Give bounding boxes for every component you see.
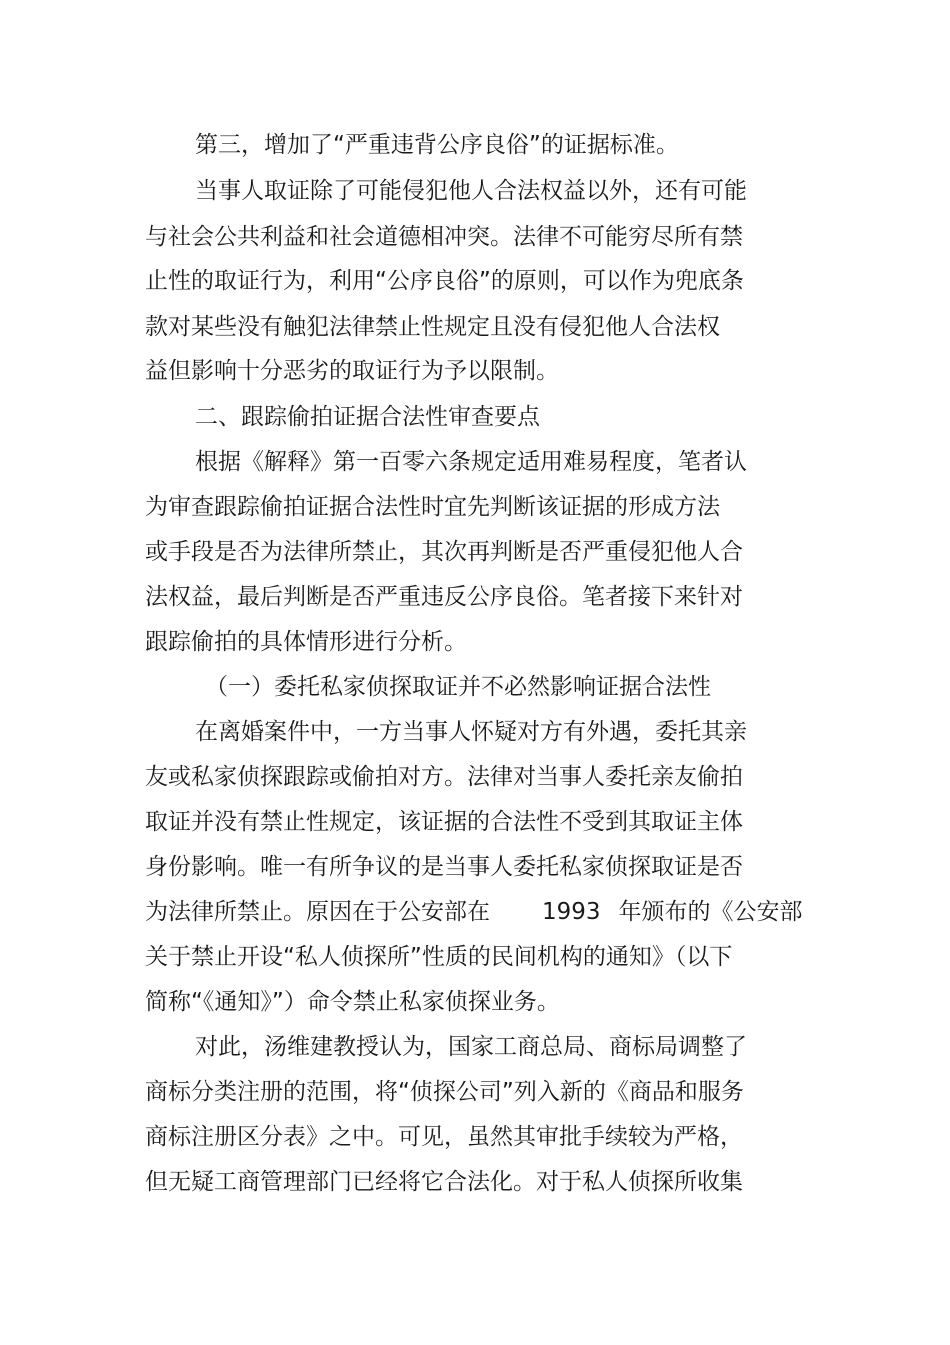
text-line: 为审查跟踪偷拍证据合法性时宜先判断该证据的形成方法 (145, 494, 720, 520)
text-line: 简称“《通知》”）命令禁止私家侦探业务。 (145, 989, 560, 1015)
text-line: 益但影响十分恶劣的取证行为予以限制。 (145, 358, 559, 384)
text-line (145, 897, 803, 927)
text-line: 商标分类注册的范围，将“侦探公司”列入新的《商品和服务 (145, 1079, 744, 1105)
text-line: 法权益，最后判断是否严重违反公序良俗。笔者接下来针对 (145, 584, 743, 610)
year-number: 1993 (542, 899, 601, 925)
text-line: 商标注册区分表》之中。可见，虽然其审批手续较为严格， (145, 1124, 743, 1150)
text-line: 对此，汤维建教授认为，国家工商总局、商标局调整了 (195, 1034, 747, 1060)
text-line: 当事人取证除了可能侵犯他人合法权益以外，还有可能 (195, 178, 747, 204)
section-heading: 二、跟踪偷拍证据合法性审查要点 (195, 404, 540, 430)
text-line: 取证并没有禁止性规定，该证据的合法性不受到其取证主体 (145, 809, 743, 835)
text-line: 身份影响。唯一有所争议的是当事人委托私家侦探取证是否 (145, 854, 743, 880)
text-line: 或手段是否为法律所禁止，其次再判断是否严重侵犯他人合 (145, 539, 743, 565)
text-line: 在离婚案件中，一方当事人怀疑对方有外遇，委托其亲 (195, 719, 747, 745)
subsection-heading: （一）委托私家侦探取证并不必然影响证据合法性 (205, 674, 711, 700)
text-segment: 为法律所禁止。原因在于公安部在 (145, 899, 490, 925)
text-line: 但无疑工商管理部门已经将它合法化。对于私人侦探所收集 (145, 1169, 743, 1195)
text-line: 跟踪偷拍的具体情形进行分析。 (145, 629, 467, 655)
text-line: 第三，增加了“严重违背公序良俗”的证据标准。 (195, 132, 679, 158)
text-line: 友或私家侦探跟踪或偷拍对方。法律对当事人委托亲友偷拍 (145, 764, 743, 790)
text-line: 关于禁止开设“私人侦探所”性质的民间机构的通知》（以下 (145, 944, 733, 970)
text-segment: 年颁布的《公安部 (618, 899, 803, 925)
text-line: 根据《解释》第一百零六条规定适用难易程度，笔者认 (195, 449, 747, 475)
text-line: 止性的取证行为，利用“公序良俗”的原则，可以作为兜底条 (145, 268, 744, 294)
text-line: 与社会公共利益和社会道德相冲突。法律不可能穷尽所有禁 (145, 224, 743, 250)
text-line: 款对某些没有触犯法律禁止性规定且没有侵犯他人合法权 (145, 314, 720, 340)
